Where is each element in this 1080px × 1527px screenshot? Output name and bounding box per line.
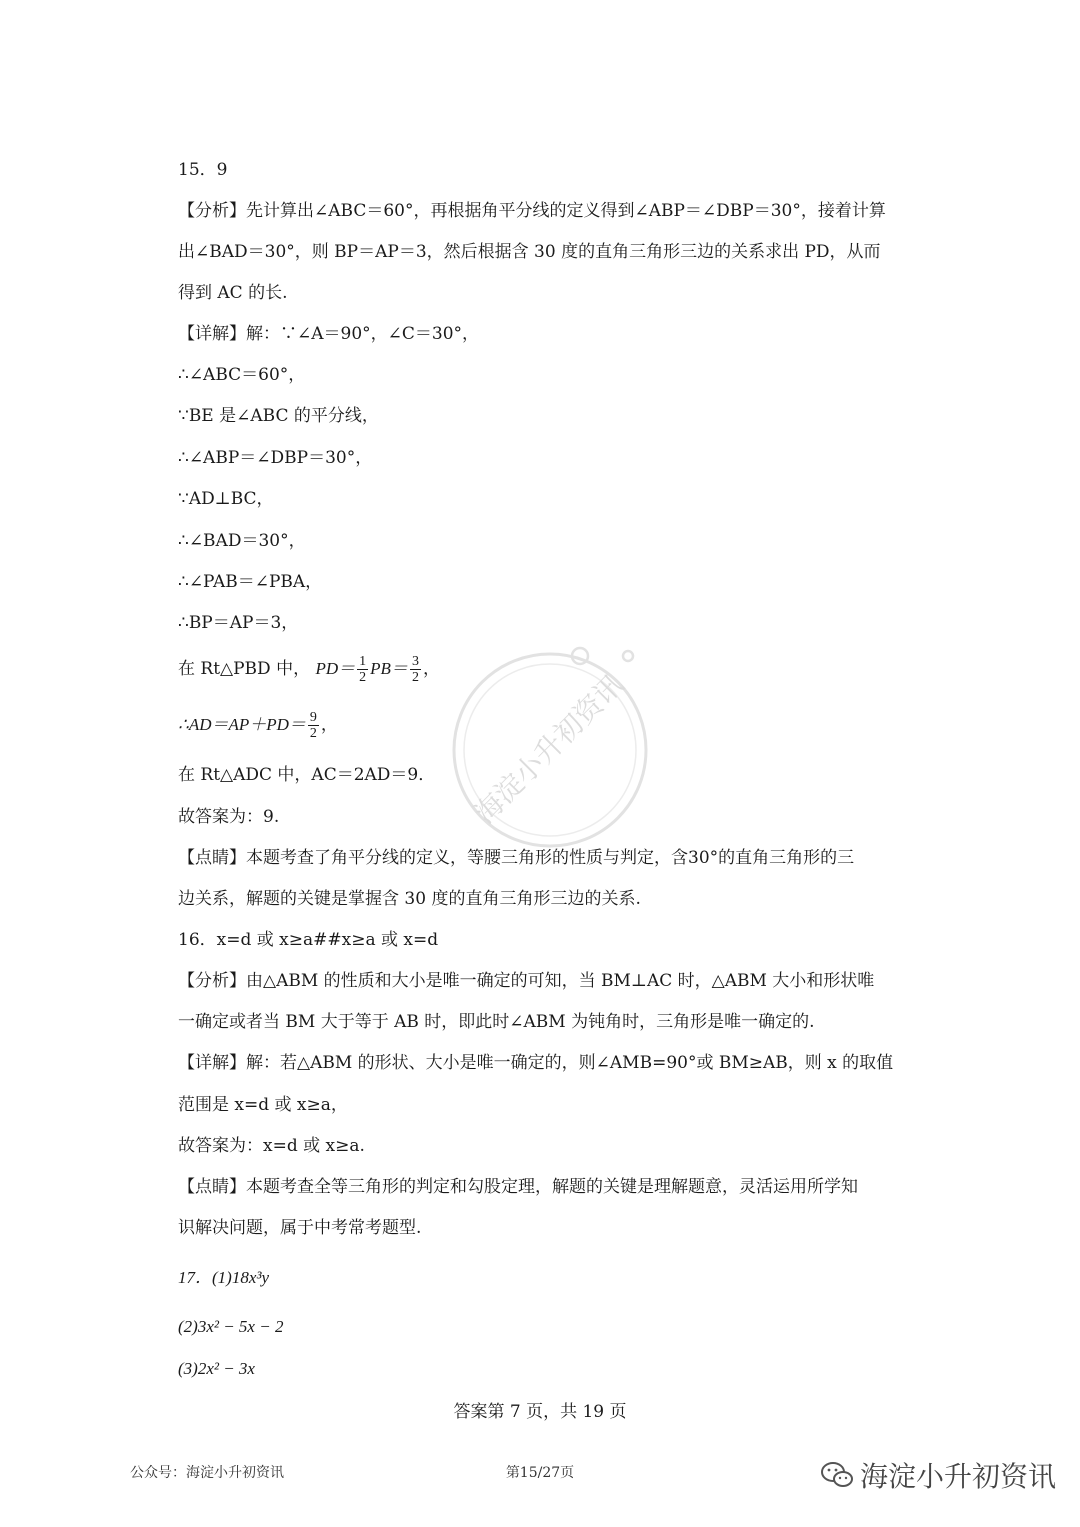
pbd-label: 在 Rt△PBD 中， bbox=[178, 659, 311, 679]
q15-comment-line1: 【点睛】本题考查了角平分线的定义，等腰三角形的性质与判定，含30°的直角三角形的三 bbox=[178, 848, 855, 868]
pbd-tail: ， bbox=[422, 659, 440, 679]
q15-comment-line2: 边关系，解题的关键是掌握含 30 度的直角三角形三边的关系. bbox=[178, 889, 641, 909]
q15-step-ad bbox=[178, 710, 338, 741]
q16-analysis-line1: 【分析】由△ABM 的性质和大小是唯一确定的可知，当 BM⊥AC 时，△ABM 大小和形状唯 bbox=[178, 971, 875, 991]
page-number: 答案第 7 页，共 19 页 bbox=[453, 1402, 627, 1422]
q16-detail-line1: 【详解】解：若△ABM 的形状、大小是唯一确定的，则∠AMB=90°或 BM≥AB，则 x 的取值 bbox=[178, 1053, 894, 1073]
frac-den: 2 bbox=[359, 670, 367, 685]
q15-analysis-line1: 【分析】先计算出∠ABC＝60°，再根据角平分线的定义得到∠ABP＝∠DBP＝30°，接着计算 bbox=[178, 201, 886, 221]
frac-num: 9 bbox=[309, 710, 317, 725]
q15-answer: 15．9 bbox=[178, 160, 228, 180]
q15-step-5: ∴∠BAD＝30°， bbox=[178, 531, 306, 551]
q15-analysis-line2: 出∠BAD＝30°，则 BP＝AP＝3，然后根据含 30 度的直角三角形三边的关系求出 PD，从而 bbox=[178, 242, 881, 262]
frac-num: 1 bbox=[359, 654, 367, 669]
footer-brand bbox=[820, 1455, 1056, 1495]
ad-lhs: ∴AD＝AP＋PD＝ bbox=[178, 715, 306, 734]
watermark-seal-icon bbox=[440, 640, 660, 860]
q15-step-adc: 在 Rt△ADC 中，AC＝2AD＝9． bbox=[178, 765, 436, 785]
fraction-half bbox=[357, 654, 368, 685]
q16-final-answer: 故答案为：x=d 或 x≥a. bbox=[178, 1136, 365, 1156]
q17-part2: (2)3x² − 5x − 2 bbox=[178, 1317, 284, 1336]
q15-step-pbd bbox=[178, 654, 440, 685]
footer-account: 公众号：海淀小升初资讯 bbox=[130, 1465, 284, 1481]
q15-step-7: ∴BP＝AP＝3， bbox=[178, 613, 299, 633]
footer-page-count: 第15/27页 bbox=[505, 1465, 575, 1481]
frac-num: 3 bbox=[411, 654, 419, 669]
wechat-icon bbox=[820, 1460, 854, 1490]
q15-step-6: ∴∠PAB＝∠PBA， bbox=[178, 572, 323, 592]
q17-part3: (3)2x² − 3x bbox=[178, 1359, 255, 1378]
q15-detail-line1: 【详解】解：∵∠A＝90°，∠C＝30°， bbox=[178, 324, 480, 344]
q16-comment-line1: 【点睛】本题考查全等三角形的判定和勾股定理，解题的关键是理解题意，灵活运用所学知 bbox=[178, 1177, 858, 1197]
q16-detail-line2: 范围是 x=d 或 x≥a， bbox=[178, 1095, 348, 1115]
q15-step-3: ∴∠ABP＝∠DBP＝30°， bbox=[178, 448, 373, 468]
frac-den: 2 bbox=[411, 670, 419, 685]
q16-answer: 16．x=d 或 x≥a##x≥a 或 x=d bbox=[178, 930, 439, 950]
q15-step-1: ∴∠ABC＝60°， bbox=[178, 365, 306, 385]
watermark-text: 海淀小升初资讯 bbox=[467, 667, 630, 830]
q17-part1: 17．(1)18x³y bbox=[178, 1268, 270, 1287]
fraction-three-halves bbox=[410, 654, 421, 685]
q16-analysis-line2: 一确定或者当 BM 大于等于 AB 时，即此时∠ABM 为钝角时，三角形是唯一确定的. bbox=[178, 1012, 815, 1032]
pbd-mid: PB＝ bbox=[370, 659, 408, 678]
fraction-nine-halves bbox=[308, 710, 319, 741]
q16-comment-line2: 识解决问题，属于中考常考题型. bbox=[178, 1218, 422, 1238]
footer-brand-text: 海淀小升初资讯 bbox=[860, 1460, 1057, 1493]
ad-tail: ， bbox=[320, 715, 338, 735]
pbd-lhs: PD＝ bbox=[315, 659, 356, 678]
q15-analysis-line3: 得到 AC 的长. bbox=[178, 283, 288, 303]
frac-den: 2 bbox=[309, 726, 317, 741]
q15-final-answer: 故答案为：9. bbox=[178, 807, 280, 827]
q15-step-2: ∵BE 是∠ABC 的平分线， bbox=[178, 406, 379, 426]
q15-step-4: ∵AD⊥BC， bbox=[178, 489, 274, 509]
